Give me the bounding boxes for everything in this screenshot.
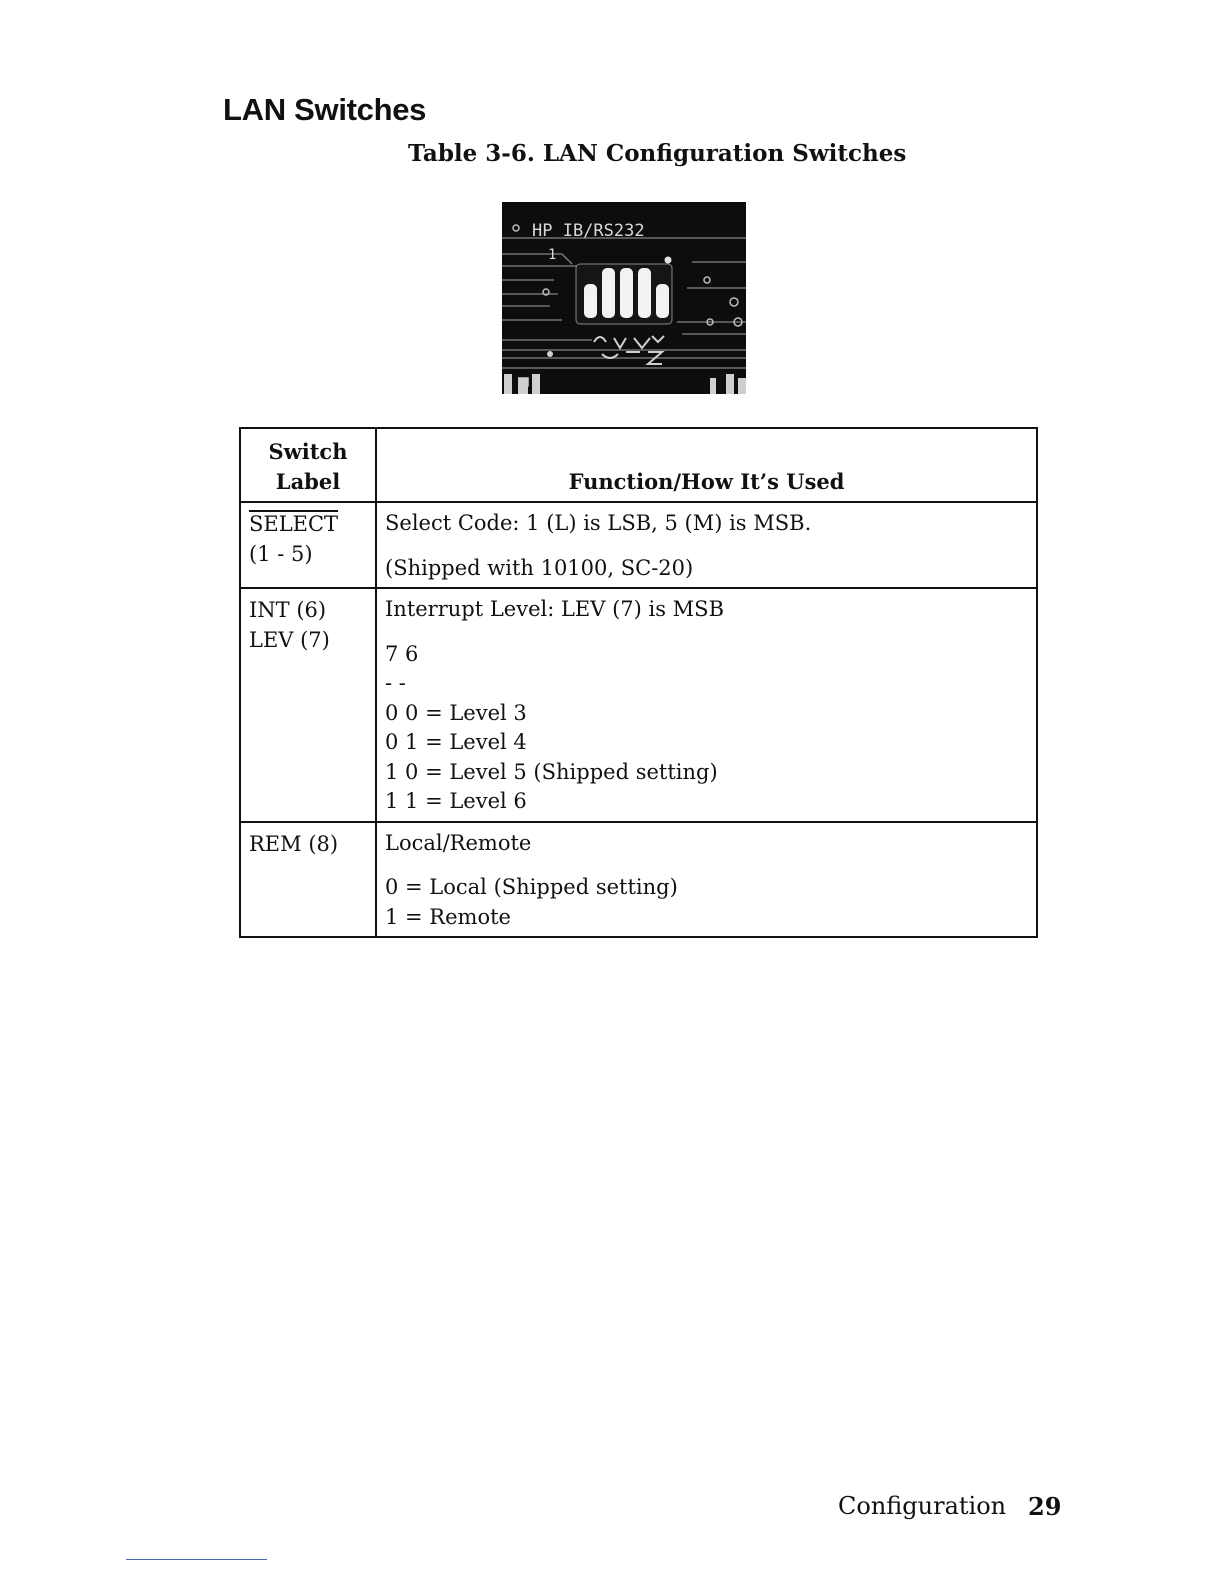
header-label-line: Switch: [268, 439, 348, 464]
header-function: Function/How It’s Used: [376, 428, 1037, 502]
function-cell: [376, 822, 1037, 938]
switch-label: LEV (7): [249, 628, 330, 652]
function-line: 1 0 = Level 5 (Shipped setting): [385, 759, 718, 784]
header-label-line: Label: [275, 469, 341, 494]
switch-label: INT (6): [249, 598, 327, 622]
function-line: 0 1 = Level 4: [385, 730, 527, 754]
switch-label-cell: [240, 588, 376, 822]
footer-rule: [126, 1559, 267, 1560]
function-line: Select Code: 1 (L) is LSB, 5 (M) is MSB.: [385, 511, 812, 535]
table-header-row: [240, 428, 1037, 502]
table-caption: Table 3-6. LAN Configuration Switches: [408, 140, 907, 167]
function-line: 1 1 = Level 6: [385, 789, 527, 813]
table-row: [240, 502, 1037, 588]
dip-switch-photo: [502, 202, 746, 394]
switch-range: (1 - 5): [249, 542, 313, 566]
function-line: (Shipped with 10100, SC-20): [385, 555, 694, 580]
pin-marking: 1: [548, 247, 557, 263]
function-line: 7 6: [385, 641, 419, 666]
function-cell: [376, 588, 1037, 822]
function-cell: [376, 502, 1037, 588]
function-line: Interrupt Level: LEV (7) is MSB: [385, 597, 725, 621]
switch-label-cell: [240, 822, 376, 938]
function-line: Local/Remote: [385, 830, 532, 855]
section-heading: LAN Switches: [223, 92, 427, 127]
function-line: 1 = Remote: [385, 904, 511, 929]
function-line: 0 = Local (Shipped setting): [385, 875, 678, 899]
footer-section-name: Configuration: [838, 1492, 1007, 1520]
function-line: - -: [385, 671, 406, 695]
table-row: [240, 822, 1037, 938]
circuit-board-image: [502, 202, 746, 394]
lan-switches-table: [239, 427, 1038, 938]
function-line: 0 0 = Level 3: [385, 700, 527, 725]
header-switch-label: [240, 428, 376, 502]
switch-label-cell: [240, 502, 376, 588]
page-number: 29: [1028, 1492, 1062, 1521]
board-marking: HP IB/RS232: [532, 221, 645, 241]
table-row: [240, 588, 1037, 822]
switch-label: SELECT: [249, 512, 339, 536]
switch-label: REM (8): [249, 831, 339, 856]
